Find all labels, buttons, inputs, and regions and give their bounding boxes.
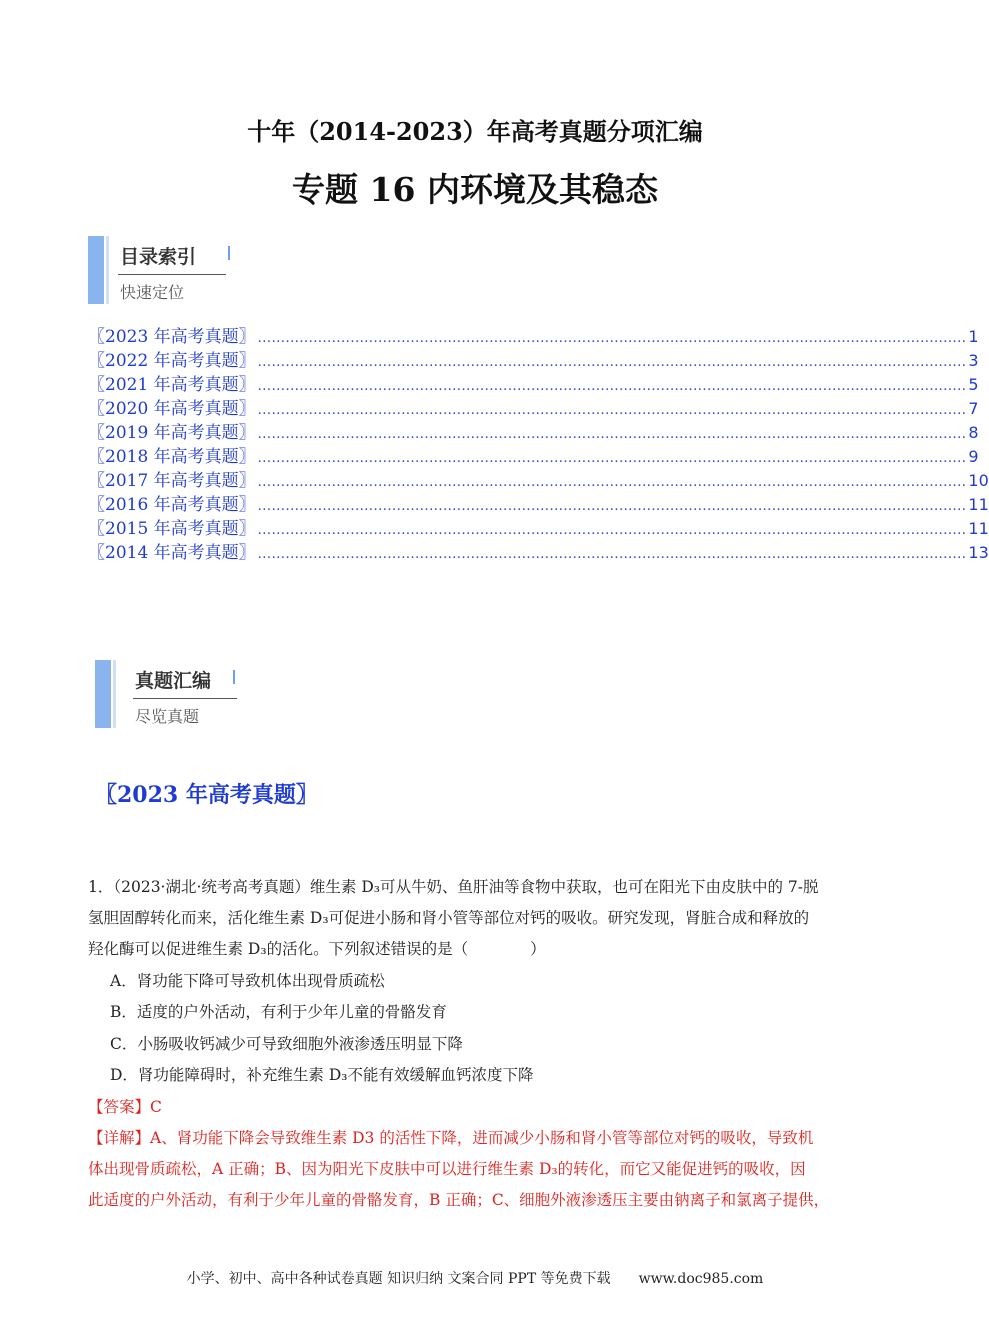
answer: 【答案】C xyxy=(88,1098,162,1116)
page-footer: 小学、初中、高中各种试卷真题 知识归纳 文案合同 PPT 等免费下载 www.doc985.com xyxy=(186,1271,764,1287)
section-bar xyxy=(88,236,104,304)
toc-entry[interactable]: 〖2020 年高考真题〗 ......................................................................................................................................................... 7 xyxy=(88,399,979,419)
toc-entry[interactable]: 〖2019 年高考真题〗 ......................................................................................................................................................... 8 xyxy=(88,423,979,443)
option-a: A．肾功能下降可导致机体出现骨质疏松 xyxy=(110,972,385,990)
option-b: B．适度的户外活动，有利于少年儿童的骨骼发育 xyxy=(110,1003,447,1021)
toc-entry[interactable]: 〖2021 年高考真题〗 ......................................................................................................................................................... 5 xyxy=(88,375,979,395)
question-stem-line: 氢胆固醇转化而来，活化维生素 D₃可促进小肠和肾小管等部位对钙的吸收。研究发现，肾脏合成和释放的 xyxy=(88,909,810,927)
toc-heading: 目录索引 xyxy=(120,246,197,268)
topic-title: 专题 16 内环境及其稳态 xyxy=(292,170,658,209)
question-stem-line: 羟化酶可以促进维生素 D₃的活化。下列叙述错误的是（ ） xyxy=(88,940,546,958)
exam-subheading: 尽览真题 xyxy=(135,707,200,726)
toc-entry[interactable]: 〖2017 年高考真题〗 ......................................................................................................................................................... 10 xyxy=(88,471,989,491)
table-of-contents xyxy=(88,322,989,563)
toc-subheading: 快速定位 xyxy=(120,283,185,302)
toc-entry[interactable]: 〖2018 年高考真题〗 ......................................................................................................................................................... 9 xyxy=(88,447,979,467)
explanation-line: 体出现骨质疏松，A 正确；B、因为阳光下皮肤中可以进行维生素 D₃的转化，而它又能促进钙的吸收，因 xyxy=(88,1160,806,1178)
year-heading: 〖2023 年高考真题〗 xyxy=(95,782,318,808)
option-c: C．小肠吸收钙减少可导致细胞外液渗透压明显下降 xyxy=(110,1035,463,1053)
toc-entry[interactable]: 〖2014 年高考真题〗 ......................................................................................................................................................... 13 xyxy=(88,543,989,563)
exam-heading: 真题汇编 xyxy=(135,670,212,692)
toc-entry[interactable]: 〖2016 年高考真题〗 ......................................................................................................................................................... 11 xyxy=(88,495,989,515)
toc-entry[interactable]: 〖2022 年高考真题〗 ......................................................................................................................................................... 3 xyxy=(88,351,979,371)
collection-title: 十年（2014-2023）年高考真题分项汇编 xyxy=(247,117,703,146)
toc-entry[interactable]: 〖2015 年高考真题〗 ......................................................................................................................................................... 11 xyxy=(88,519,989,539)
toc-entry[interactable]: 〖2023 年高考真题〗 ......................................................................................................................................................... 1 xyxy=(88,327,979,347)
explanation-line: 【详解】A、肾功能下降会导致维生素 D3 的活性下降，进而减少小肠和肾小管等部位对钙的吸收，导致机 xyxy=(88,1129,814,1147)
explanation-line: 此适度的户外活动，有利于少年儿童的骨骼发育，B 正确；C、细胞外液渗透压主要由钠离子和氯离子提供， xyxy=(88,1191,830,1209)
section-bar xyxy=(95,660,111,728)
question-stem-line: 1．（2023·湖北·统考高考真题）维生素 D₃可从牛奶、鱼肝油等食物中获取，也可在阳光下由皮肤中的 7-脱 xyxy=(88,878,819,896)
option-d: D．肾功能障碍时，补充维生素 D₃不能有效缓解血钙浓度下降 xyxy=(110,1066,534,1084)
